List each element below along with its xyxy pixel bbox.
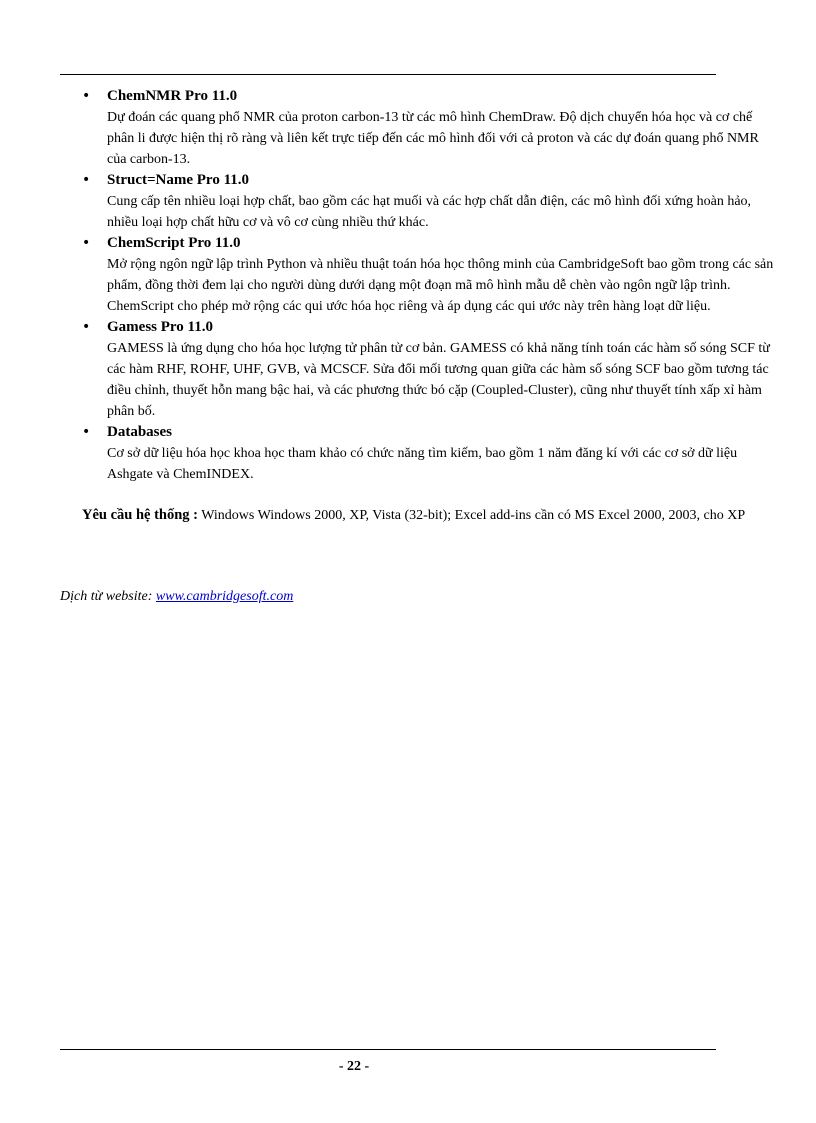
footer-rule xyxy=(60,1049,716,1050)
source-link[interactable]: www.cambridgesoft.com xyxy=(155,589,294,604)
item-description: Cung cấp tên nhiều loại hợp chất, bao gồm các hạt muối và các hợp chất dẫn điện, các mô hình đối xứng hoàn hảo, nhiều loại hợp chất hữu cơ và vô cơ cùng nhiều thứ khác. xyxy=(107,194,752,230)
list-item-chemscript xyxy=(82,233,776,317)
bullet-icon: • xyxy=(82,235,91,251)
system-requirements xyxy=(82,505,762,526)
list-item-chemnmr xyxy=(82,86,776,170)
bullet-icon: • xyxy=(82,88,91,104)
system-requirements-text: Windows Windows 2000, XP, Vista (32-bit); Excel add-ins cần có MS Excel 2000, 2003, cho XP xyxy=(198,508,746,523)
document-body xyxy=(82,86,776,526)
bullet-icon: • xyxy=(82,172,91,188)
item-title: Gamess Pro 11.0 xyxy=(107,319,213,335)
item-title: Struct=Name Pro 11.0 xyxy=(107,172,249,188)
system-requirements-label: Yêu cầu hệ thống : xyxy=(82,507,199,523)
item-description: Mở rộng ngôn ngữ lập trình Python và nhiều thuật toán hóa học thông minh của CambridgeSoft bao gồm trong các sản phẩm, đồng thời đem lại cho người dùng dưới dạng một đoạn mã mô hình mẫu dễ chèn vào ngôn ngữ lập trình. ChemScript cho phép mở rộng các qui ước hóa học riêng và áp dụng các qui ước này trên hàng loạt dữ liệu. xyxy=(107,257,774,314)
list-item-struct-name xyxy=(82,170,776,233)
source-prefix: Dịch từ website: xyxy=(60,589,156,604)
list-item-databases xyxy=(82,422,776,485)
header-rule xyxy=(60,74,716,75)
page-number: - 22 - xyxy=(338,1059,370,1074)
item-title: Databases xyxy=(107,424,173,440)
item-description: Cơ sở dữ liệu hóa học khoa học tham khảo có chức năng tìm kiếm, bao gồm 1 năm đăng kí với các cơ sở dữ liệu Ashgate và ChemINDEX. xyxy=(107,446,738,482)
list-item-gamess xyxy=(82,317,776,422)
item-title: ChemNMR Pro 11.0 xyxy=(107,88,238,104)
item-title: ChemScript Pro 11.0 xyxy=(107,235,241,251)
bullet-icon: • xyxy=(82,424,91,440)
item-description: Dự đoán các quang phổ NMR của proton carbon-13 từ các mô hình ChemDraw. Độ dịch chuyển hóa học và cơ chế phân li được hiện thị rõ ràng và liên kết trực tiếp đến các mô hình đối với cả proton và các dự đoán quang phổ NMR của carbon-13. xyxy=(107,110,759,167)
source-line xyxy=(60,586,293,607)
bullet-icon: • xyxy=(82,319,91,335)
item-description: GAMESS là ứng dụng cho hóa học lượng tử phân tử cơ bản. GAMESS có khả năng tính toán các hàm số sóng SCF từ các hàm RHF, ROHF, UHF, GVB, và MCSCF. Sửa đổi mối tương quan giữa các hàm số sóng SCF bao gồm tương tác điều chỉnh, thuyết hỗn mang bậc hai, và các phương thức bó cặp (Coupled-Cluster), cũng như thuyết tính xấp xỉ hàm phân bố. xyxy=(107,341,770,419)
